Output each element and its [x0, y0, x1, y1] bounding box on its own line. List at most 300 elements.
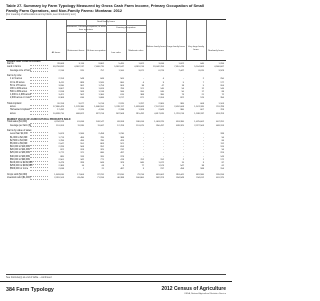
- cell-value: -: [203, 133, 204, 136]
- cell-value: 6,276: [158, 69, 164, 72]
- cell-value: -: [143, 149, 144, 152]
- cell-value: 140: [160, 87, 164, 90]
- cell-value: 9,862: [98, 63, 104, 66]
- cell-value: -: [143, 136, 144, 139]
- cell-value: 419: [120, 158, 124, 161]
- row-label: $100,000 to $249,999: [10, 162, 33, 164]
- row-label: Farms by size:: [7, 75, 22, 78]
- cell-value: 46,398: [117, 177, 124, 180]
- cell-value: 1,300: [98, 94, 104, 97]
- cell-value: 38: [141, 84, 144, 87]
- cell-value: 9: [162, 81, 164, 84]
- cell-value: -: [183, 146, 184, 149]
- cell-value: 681,590: [196, 173, 204, 176]
- cell-value: 12,769: [117, 124, 124, 127]
- leader-dots: [30, 170, 48, 171]
- page-number-label: 384 Farm Typology: [6, 287, 54, 293]
- cell-value: 458: [180, 168, 184, 171]
- cell-value: 62: [221, 165, 224, 168]
- cell-value: 702: [140, 158, 144, 161]
- summary-table: [6, 19, 226, 273]
- cell-value: 2,204: [158, 97, 164, 100]
- cell-value: 7: [202, 81, 204, 84]
- cell-value: 1,063,225: [154, 121, 164, 124]
- cell-value: 3,807: [58, 87, 64, 90]
- cell-value: 639,325: [176, 124, 184, 127]
- cell-value: 481,002: [156, 173, 164, 176]
- row-label: $40,000 to $49,999: [10, 155, 30, 158]
- cell-value: 505: [120, 78, 124, 81]
- cell-value: 56: [221, 149, 224, 152]
- row-label: 50 to 179 acres: [10, 84, 26, 87]
- cell-value: 1,626: [98, 87, 104, 90]
- footnote-text: See footnote(s) at end of table.: [6, 276, 39, 279]
- cell-value: -: [143, 142, 144, 145]
- row-label: $5,000 to $9,999: [10, 142, 28, 145]
- cell-value: 87: [221, 162, 224, 164]
- cell-value: 388: [140, 94, 144, 97]
- col-header-low-sales: Low sales: [111, 52, 121, 54]
- cell-value: 3,071: [138, 69, 144, 72]
- cell-value: 7,468,720: [94, 66, 104, 69]
- cell-value: 22,810: [117, 173, 124, 176]
- cell-value: 17,604: [77, 173, 84, 176]
- cell-value: 2,383: [58, 165, 64, 168]
- cell-value: 204: [220, 84, 224, 87]
- cell-value: 356: [220, 97, 224, 100]
- row-label: $500,000 or more: [10, 168, 29, 171]
- cell-value: -: [183, 142, 184, 145]
- cell-value: 1,520: [98, 81, 104, 84]
- table-bottom-rule: [6, 274, 226, 275]
- cell-value: 701,789: [216, 106, 224, 109]
- cell-value: 680: [100, 152, 104, 155]
- row-label: 1,000 to 1,999 acres: [10, 94, 31, 97]
- row-label: $1,000 to $2,499: [10, 136, 28, 139]
- cell-value: -: [163, 142, 164, 145]
- cell-value: 484: [80, 136, 84, 139]
- cell-value: 4,310: [98, 109, 104, 112]
- cell-value: 1,129,380: [74, 106, 84, 109]
- row-label: 500 to 999 acres: [10, 91, 28, 94]
- cell-value: 915,432: [136, 112, 144, 115]
- cell-value: 320: [100, 155, 104, 158]
- cell-value: 79,216: [137, 173, 144, 176]
- row-label: acres: [10, 112, 16, 115]
- cell-value: 468,622: [76, 112, 84, 115]
- cell-value: 4,617,620: [154, 112, 164, 115]
- cell-value: 17,880,429: [53, 106, 64, 109]
- cell-value: -: [183, 78, 184, 81]
- cell-value: 2,227,503: [194, 124, 204, 127]
- cell-value: 426: [120, 139, 124, 142]
- row-label: Average per farm ($): [10, 124, 32, 127]
- cell-value: 487: [120, 168, 124, 171]
- table-header: [6, 19, 226, 61]
- cell-value: 3,930: [58, 84, 64, 87]
- col-header-retirement: Retirement farms: [67, 50, 85, 52]
- cell-value: 885: [60, 155, 64, 158]
- cell-value: 2,299: [58, 146, 64, 149]
- cell-value: 827,214: [96, 112, 104, 115]
- cell-value: -: [163, 155, 164, 158]
- cell-value: 822: [180, 97, 184, 100]
- cell-value: -: [143, 78, 144, 81]
- row-label: Farms: [7, 63, 14, 66]
- cell-value: 7,447: [178, 69, 184, 72]
- cell-value: 582,223: [156, 177, 164, 180]
- cell-value: 59,758,832: [53, 66, 64, 69]
- row-label: 180 to 499 acres: [10, 87, 28, 90]
- cell-value: 56: [221, 136, 224, 139]
- cell-value: 1,686: [98, 97, 104, 100]
- cell-value: 200: [140, 91, 144, 94]
- cell-value: 19,042,766: [153, 66, 164, 69]
- cell-value: 5,623: [58, 133, 64, 136]
- cell-value: 3,529: [218, 69, 224, 72]
- row-label: Average size of farm: [10, 69, 32, 72]
- row-label: $25,000 to $39,999: [10, 152, 30, 155]
- cell-value: 2,376: [78, 109, 84, 112]
- cell-value: 11,067: [97, 124, 104, 127]
- cell-value: 903: [120, 84, 124, 87]
- cell-value: 985: [180, 103, 184, 106]
- cell-value: 636: [80, 97, 84, 100]
- cell-value: 50: [181, 91, 184, 94]
- cell-value: 3,479: [58, 162, 64, 164]
- cell-value: 769: [220, 109, 224, 112]
- cell-value: 61,034: [77, 121, 84, 124]
- col-header-off-farm: Off-farm occupation: [86, 50, 106, 52]
- cell-value: 1,693,063: [134, 106, 144, 109]
- cell-value: 69,208: [117, 121, 124, 124]
- cell-value: 548: [80, 78, 84, 81]
- continued-text: --continued: [39, 276, 52, 279]
- cell-value: 4,981,214: [134, 66, 144, 69]
- cell-value: 21: [201, 94, 204, 97]
- cell-value: 77: [141, 165, 144, 168]
- cell-value: 10,839,710: [53, 112, 64, 115]
- cell-value: 3,411: [58, 81, 64, 84]
- footnote-note: [6, 276, 51, 279]
- cell-value: -: [163, 149, 164, 152]
- cell-value: 37,231: [97, 173, 104, 176]
- cell-value: 771: [100, 158, 104, 161]
- cell-value: 863: [100, 142, 104, 145]
- cell-value: 1,573: [158, 165, 164, 168]
- cell-value: 43,430: [77, 177, 84, 180]
- row-label: Crops sold ($1,000): [7, 173, 28, 176]
- cell-value: 562: [80, 94, 84, 97]
- cell-value: 596: [120, 91, 124, 94]
- cell-value: 224: [220, 152, 224, 155]
- cell-value: 232: [120, 149, 124, 152]
- row-label: $20,000 to $24,999: [10, 149, 30, 152]
- cell-value: 5,420: [118, 63, 124, 66]
- col-header-nonfamily: Nonfamily farms: [208, 50, 224, 52]
- cell-value: 587,508: [116, 112, 124, 115]
- cell-value: 568: [80, 146, 84, 149]
- cell-value: 5: [202, 84, 204, 87]
- cell-value: 209: [80, 149, 84, 152]
- cell-value: 4: [162, 78, 164, 81]
- cell-value: 1,022: [178, 63, 184, 66]
- cell-value: 980: [180, 109, 184, 112]
- cell-value: 246,016: [136, 121, 144, 124]
- cell-value: 889: [80, 81, 84, 84]
- cell-value: -: [143, 139, 144, 142]
- cell-value: -: [183, 152, 184, 155]
- cell-value: 2,338: [118, 109, 124, 112]
- header-retirement-offfarm: Retirement, Off-farm occupation, or other farm operators: [66, 26, 106, 31]
- cell-value: 334,949: [176, 177, 184, 180]
- cell-value: 193: [80, 155, 84, 158]
- cell-value: 607,291: [216, 121, 224, 124]
- cell-value: 844: [100, 162, 104, 164]
- col-header-moderate-sales: Moderate sales: [128, 50, 144, 52]
- title-block: [6, 4, 226, 17]
- cell-value: 952: [100, 146, 104, 149]
- row-label: Farms by value of sales:: [7, 130, 32, 133]
- table-row: [6, 125, 226, 128]
- row-label: Livestock sold ($1,000): [7, 177, 31, 180]
- header-farming-occupation: Farming occupation: [116, 27, 136, 29]
- cell-value: 63: [101, 165, 104, 168]
- agency-name: USDA, National Agricultural Statistics Service: [184, 292, 226, 295]
- cell-value: 229: [120, 155, 124, 158]
- row-label: 10 to 49 acres: [10, 81, 25, 84]
- cell-value: 1,103: [218, 103, 224, 106]
- cell-value: -: [203, 155, 204, 158]
- cell-value: 744,012: [196, 177, 204, 180]
- cell-value: 5: [182, 81, 184, 84]
- cell-value: 172: [220, 158, 224, 161]
- row-label: MARKET VALUE OF AGRICULTURAL PRODUCTS SOLD: [7, 118, 71, 122]
- cell-value: 109,147: [96, 121, 104, 124]
- cell-value: 350,437: [156, 124, 164, 127]
- cell-value: -: [203, 142, 204, 145]
- table-row: [6, 97, 226, 100]
- cell-value: 250: [220, 78, 224, 81]
- leader-dots: [30, 114, 48, 115]
- cell-value: 551: [80, 142, 84, 145]
- cell-value: 1,622: [138, 63, 144, 66]
- cell-value: 390: [160, 94, 164, 97]
- cell-value: 3: [202, 162, 204, 164]
- cell-value: -: [183, 139, 184, 142]
- cell-value: -: [183, 149, 184, 152]
- cell-value: 2,843: [158, 109, 164, 112]
- row-label: Land in farms: [7, 66, 21, 69]
- cell-value: 1: [202, 158, 204, 161]
- cell-value: 1,574,320: [194, 106, 204, 109]
- cell-value: 339: [220, 133, 224, 136]
- cell-value: 547: [180, 165, 184, 168]
- cell-value: 576: [200, 97, 204, 100]
- cell-value: 240: [160, 91, 164, 94]
- row-label: Total cropland: [7, 103, 22, 106]
- cell-value: 7,107,201: [154, 106, 164, 109]
- cell-value: 146: [220, 87, 224, 90]
- cell-value: 152: [160, 158, 164, 161]
- cell-value: 1,297: [138, 103, 144, 106]
- cell-value: -: [183, 136, 184, 139]
- cell-value: 640: [200, 63, 204, 66]
- cell-value: 598: [200, 168, 204, 171]
- cell-value: 2,153: [58, 78, 64, 81]
- cell-value: 177: [220, 81, 224, 84]
- cell-value: 1: [82, 168, 84, 171]
- cell-value: 607: [200, 109, 204, 112]
- cell-value: -: [143, 152, 144, 155]
- cell-value: 1,294: [218, 63, 224, 66]
- cell-value: -: [163, 146, 164, 149]
- cell-value: -: [203, 136, 204, 139]
- cell-value: 1,100: [118, 69, 124, 72]
- table-body: [6, 60, 226, 180]
- cell-value: 962: [80, 84, 84, 87]
- cell-value: 14: [81, 165, 84, 168]
- cell-value: 1,425,602: [194, 121, 204, 124]
- cell-value: 121: [140, 87, 144, 90]
- cell-value: 2,047: [58, 142, 64, 145]
- cell-value: 2,391,103: [54, 177, 64, 180]
- cell-value: 5,114: [78, 63, 84, 66]
- cell-value: 237: [160, 168, 164, 171]
- cell-value: 289: [80, 162, 84, 164]
- cell-value: 325: [100, 149, 104, 152]
- cell-value: 1,846,551: [94, 106, 104, 109]
- cell-value: -: [203, 149, 204, 152]
- header-small-family-farms: Small family farms: [97, 21, 115, 23]
- cell-value: 38: [201, 165, 204, 168]
- cell-value: 166,800: [136, 177, 144, 180]
- cell-value: 388: [120, 136, 124, 139]
- row-label: $50,000 to $99,999: [10, 158, 30, 161]
- cell-value: 3,077: [78, 103, 84, 106]
- cell-value: 371: [80, 152, 84, 155]
- row-label: $250,000 to $499,999: [10, 165, 33, 168]
- cell-value: 329: [120, 162, 124, 164]
- row-label: Less than $1,000: [10, 133, 28, 136]
- row-label: 2,000 acres or more: [10, 97, 31, 100]
- cell-value: 5,214: [98, 103, 104, 106]
- cell-value: 497: [120, 152, 124, 155]
- cell-value: 2,134: [58, 69, 64, 72]
- census-title: 2012 Census of Agriculture: [161, 286, 226, 292]
- cell-value: 47: [161, 84, 164, 87]
- cell-value: 3,034: [158, 63, 164, 66]
- cell-value: 112: [220, 142, 224, 145]
- cell-value: 1,781,214: [174, 112, 184, 115]
- cell-value: 3: [142, 168, 144, 171]
- cell-value: 17,432: [57, 109, 64, 112]
- cell-value: 608: [200, 103, 204, 106]
- cell-value: 71,916: [97, 177, 104, 180]
- cell-value: 1,753: [98, 84, 104, 87]
- cell-value: 18: [181, 84, 184, 87]
- cell-value: 2: [182, 158, 184, 161]
- cell-value: 54: [181, 87, 184, 90]
- row-label: FARMS AND LAND IN FARMS: [7, 60, 41, 63]
- cell-value: 615: [120, 94, 124, 97]
- row-label: $10,000 to $19,999: [10, 146, 30, 149]
- cell-value: 8,070: [198, 69, 204, 72]
- cell-value: 11,935: [77, 124, 84, 127]
- leader-dots: [30, 126, 48, 127]
- census-block: [161, 286, 226, 295]
- cell-value: 17: [201, 91, 204, 94]
- cell-value: 342: [80, 158, 84, 161]
- cell-value: 780: [100, 139, 104, 142]
- page-footer: [0, 281, 232, 301]
- cell-value: 3,421: [58, 94, 64, 97]
- cell-value: 143: [220, 155, 224, 158]
- cell-value: 2: [202, 78, 204, 81]
- row-label: 1 to 9 acres: [10, 78, 23, 81]
- cell-value: 15: [181, 162, 184, 164]
- cell-value: 593: [80, 91, 84, 94]
- table-row: [6, 70, 226, 73]
- cell-value: 20,159: [57, 103, 64, 106]
- col-header-very-large: Very large family farms: [187, 46, 205, 51]
- row-label: $2,500 to $4,999: [10, 139, 28, 142]
- cell-value: 21: [101, 168, 104, 171]
- cell-value: -: [143, 133, 144, 136]
- cell-value: -: [183, 155, 184, 158]
- cell-value: -: [163, 152, 164, 155]
- cell-value: 7,610,478: [174, 66, 184, 69]
- cell-value: 89: [221, 91, 224, 94]
- leader-dots: [30, 179, 48, 180]
- cell-value: 784: [120, 87, 124, 90]
- cell-value: 4: [142, 81, 144, 84]
- cell-value: -: [203, 146, 204, 149]
- cell-value: 12: [201, 87, 204, 90]
- cell-value: 1,376,117: [114, 106, 124, 109]
- cell-value: 4,566,667: [214, 66, 224, 69]
- cell-value: 318,441: [176, 173, 184, 176]
- cell-value: 205,916: [216, 173, 224, 176]
- table-row: [6, 113, 226, 116]
- cell-value: 126: [220, 146, 224, 149]
- cell-value: 496: [80, 139, 84, 142]
- cell-value: 4,962,137: [74, 66, 84, 69]
- cell-value: 2,458: [98, 133, 104, 136]
- cell-value: -: [203, 139, 204, 142]
- cell-value: 151,675: [136, 124, 144, 127]
- cell-value: 924: [80, 87, 84, 90]
- leader-dots: [30, 71, 48, 72]
- cell-value: 154: [220, 168, 224, 171]
- cell-value: 453,763: [216, 112, 224, 115]
- cell-value: 2,638: [58, 168, 64, 171]
- cell-value: 4,234,913: [54, 121, 64, 124]
- cell-value: 5,164,803: [194, 66, 204, 69]
- cell-value: 84: [221, 139, 224, 142]
- cell-value: 757: [100, 69, 104, 72]
- cell-value: 1,209: [138, 109, 144, 112]
- cell-value: 469,313: [216, 124, 224, 127]
- cell-value: -: [163, 136, 164, 139]
- cell-value: 9: [122, 165, 124, 168]
- cell-value: 1,772: [58, 152, 64, 155]
- cell-value: 653: [120, 146, 124, 149]
- cell-value: 1,843,810: [54, 173, 64, 176]
- row-label: Harvested cropland: [10, 109, 30, 112]
- cell-value: -: [163, 133, 164, 136]
- cell-value: -: [143, 146, 144, 149]
